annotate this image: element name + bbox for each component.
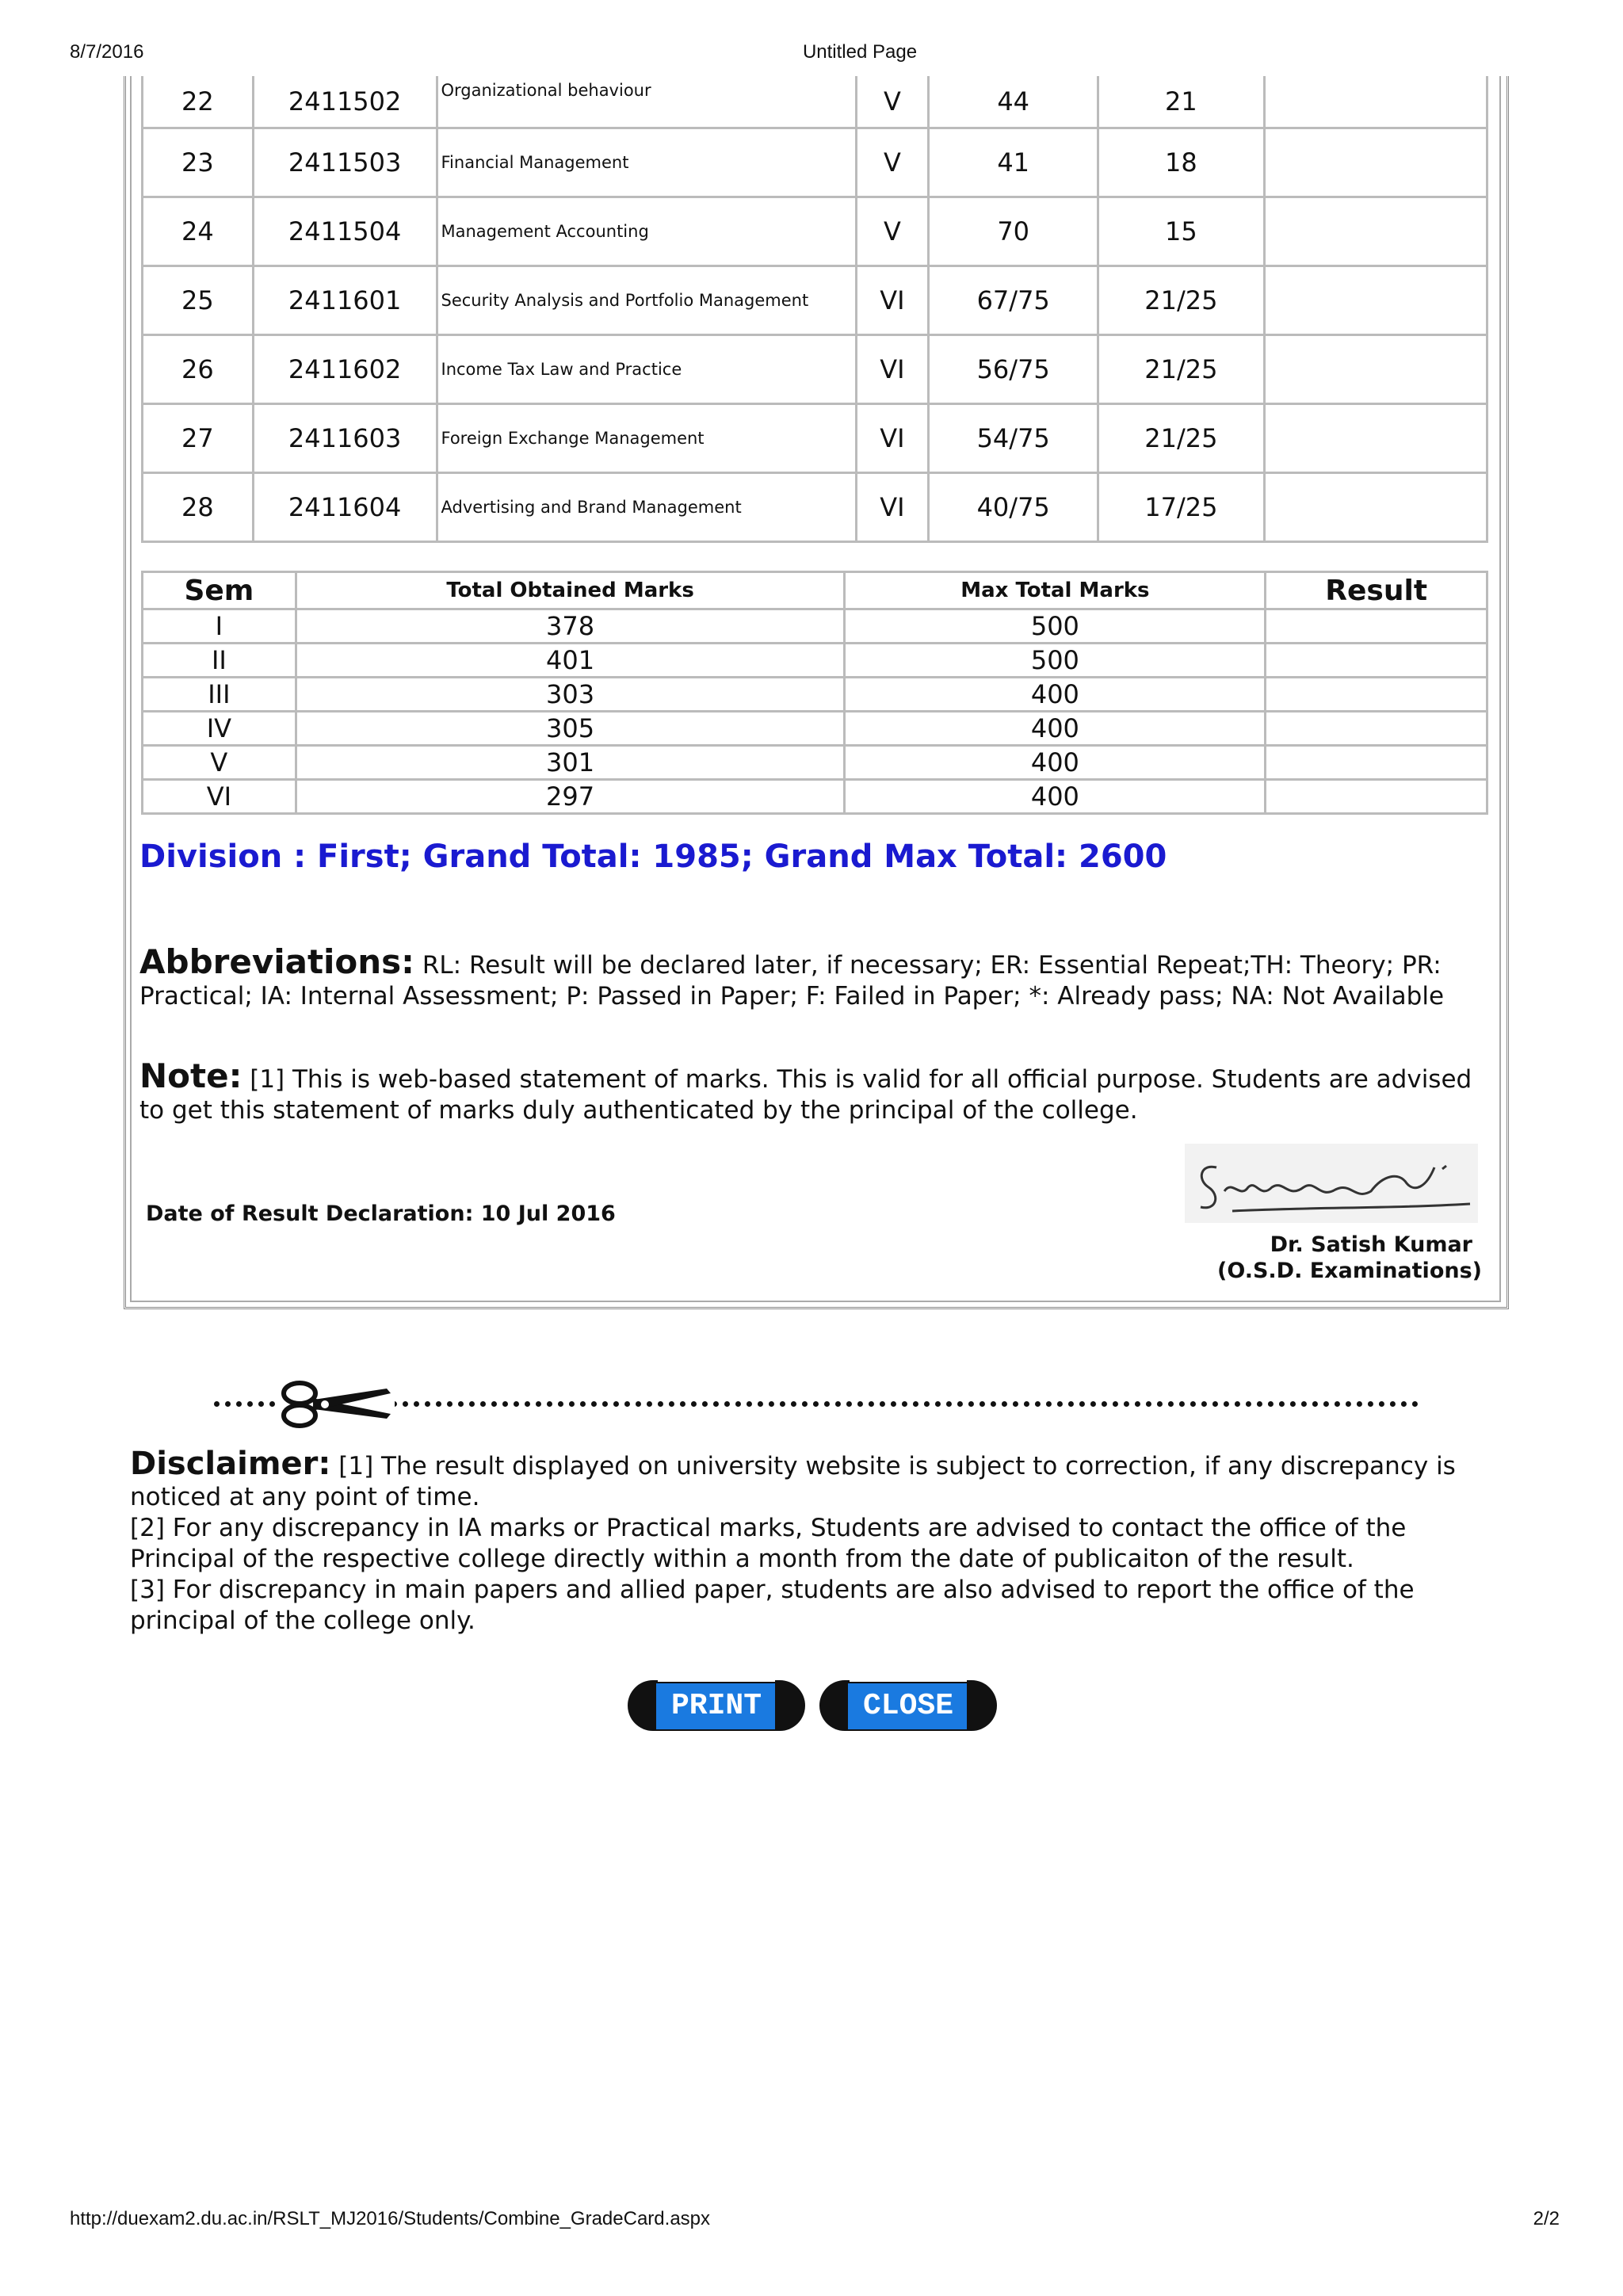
marks-cell: 67/75 [929,266,1098,335]
serial-cell: 27 [143,404,254,473]
semester-cell: III [143,678,296,712]
serial-cell: 25 [143,266,254,335]
abbreviations-label: Abbreviations: [139,942,414,981]
paper-code-cell: 2411504 [253,197,437,266]
semester-cell: IV [143,712,296,746]
cut-here-line [214,1401,1419,1413]
subject-marks-table [141,76,1488,543]
table-row [143,266,1487,335]
max-marks-cell: 400 [845,780,1266,814]
print-title: Untitled Page [802,41,918,63]
col-header-obtained: Total Obtained Marks [296,572,845,609]
obtained-marks-cell: 401 [296,644,845,678]
paper-name-cell: Income Tax Law and Practice [437,335,856,404]
division-summary: Division : First; Grand Total: 1985; Grand Max Total: 2600 [139,839,1167,875]
semester-cell: V [856,197,929,266]
semester-cell: V [856,76,929,128]
table-row [143,473,1487,542]
abbreviations-text: RL: Result will be declared later, if necessary; ER: Essential Repeat;TH: Theory; PR: Practical; IA: Internal Assessment; P: Passed in Paper; F: Failed in Paper; *: Already pass; NA: Not Available [139,951,1445,1010]
signatory-title: (O.S.D. Examinations) [1217,1259,1482,1283]
col-header-sem: Sem [143,572,296,609]
semester-cell: I [143,609,296,644]
table-row [143,128,1487,197]
paper-name-cell: Organizational behaviour [437,76,856,128]
serial-cell: 26 [143,335,254,404]
table-row [143,746,1487,780]
result-cell [1264,128,1487,197]
result-cell [1266,678,1487,712]
table-row [143,644,1487,678]
semester-cell: VI [143,780,296,814]
result-cell [1264,266,1487,335]
result-cell [1266,780,1487,814]
note-text: [1] This is web-based statement of marks. This is valid for all official purpose. Students are advised to get this statement of marks duly authenticated by the principal of the college. [139,1065,1472,1125]
abbreviations [139,942,1487,1012]
paper-name-cell: Foreign Exchange Management [437,404,856,473]
serial-cell: 22 [143,76,254,128]
disclaimer-line-2: [2] For any discrepancy in IA marks or Practical marks, Students are advised to contact the office of the Principal of the respective college directly within a month from the date of publicaiton of the result. [130,1514,1407,1573]
result-declaration-date: Date of Result Declaration: 10 Jul 2016 [146,1201,616,1226]
signature-image [1185,1144,1478,1223]
print-button[interactable] [628,1680,805,1731]
button-cap-left [628,1680,658,1731]
paper-name-cell: Management Accounting [437,197,856,266]
obtained-marks-cell: 297 [296,780,845,814]
marks-cell: 56/75 [929,335,1098,404]
table-row [143,404,1487,473]
result-cell [1264,404,1487,473]
table-row [143,335,1487,404]
button-cap-right [775,1680,805,1731]
disclaimer-line-1: [1] The result displayed on university website is subject to correction, if any discrepancy is noticed at any point of time. [130,1452,1456,1511]
table-row [143,780,1487,814]
marks-cell: 44 [929,76,1098,128]
obtained-marks-cell: 305 [296,712,845,746]
paper-code-cell: 2411604 [253,473,437,542]
max-marks-cell: 400 [845,712,1266,746]
result-cell [1264,473,1487,542]
paper-name-cell: Advertising and Brand Management [437,473,856,542]
paper-code-cell: 2411602 [253,335,437,404]
close-button-label: CLOSE [846,1682,970,1731]
semester-cell: V [856,128,929,197]
table-row [143,712,1487,746]
col-header-max: Max Total Marks [845,572,1266,609]
serial-cell: 28 [143,473,254,542]
paper-name-cell: Security Analysis and Portfolio Management [437,266,856,335]
note-label: Note: [139,1056,242,1095]
marks-cell: 40/75 [929,473,1098,542]
internal-marks-cell: 21 [1098,76,1265,128]
internal-marks-cell: 18 [1098,128,1265,197]
semester-cell: II [143,644,296,678]
table-row [143,76,1487,128]
semester-cell: V [143,746,296,780]
max-marks-cell: 500 [845,609,1266,644]
print-date: 8/7/2016 [70,41,144,63]
semester-cell: VI [856,404,929,473]
max-marks-cell: 400 [845,678,1266,712]
close-button[interactable] [819,1680,997,1731]
internal-marks-cell: 21/25 [1098,335,1265,404]
marks-cell: 41 [929,128,1098,197]
internal-marks-cell: 17/25 [1098,473,1265,542]
serial-cell: 23 [143,128,254,197]
print-button-label: PRINT [655,1682,778,1731]
signatory-name: Dr. Satish Kumar [1270,1232,1472,1257]
internal-marks-cell: 21/25 [1098,404,1265,473]
obtained-marks-cell: 378 [296,609,845,644]
table-row [143,609,1487,644]
paper-code-cell: 2411503 [253,128,437,197]
paper-code-cell: 2411603 [253,404,437,473]
semester-cell: VI [856,266,929,335]
table-row [143,678,1487,712]
semester-cell: VI [856,473,929,542]
result-cell [1264,76,1487,128]
paper-code-cell: 2411502 [253,76,437,128]
result-cell [1264,197,1487,266]
result-cell [1266,609,1487,644]
disclaimer-line-3: [3] For discrepancy in main papers and allied paper, students are also advised to report the office of the principal of the college only. [130,1576,1415,1635]
paper-code-cell: 2411601 [253,266,437,335]
serial-cell: 24 [143,197,254,266]
page-url: http://duexam2.du.ac.in/RSLT_MJ2016/Students/Combine_GradeCard.aspx [70,2208,711,2229]
semester-cell: VI [856,335,929,404]
table-row [143,197,1487,266]
marks-cell: 70 [929,197,1098,266]
col-header-result: Result [1266,572,1487,609]
note [139,1056,1487,1126]
disclaimer [130,1446,1509,1637]
result-cell [1266,746,1487,780]
button-cap-right [967,1680,997,1731]
scissors-icon [276,1376,395,1431]
max-marks-cell: 500 [845,644,1266,678]
result-cell [1266,712,1487,746]
marks-cell: 54/75 [929,404,1098,473]
semester-totals-table [141,571,1488,815]
obtained-marks-cell: 303 [296,678,845,712]
internal-marks-cell: 15 [1098,197,1265,266]
disclaimer-label: Disclaimer: [130,1446,331,1482]
max-marks-cell: 400 [845,746,1266,780]
button-cap-left [819,1680,850,1731]
obtained-marks-cell: 301 [296,746,845,780]
result-cell [1264,335,1487,404]
internal-marks-cell: 21/25 [1098,266,1265,335]
paper-name-cell: Financial Management [437,128,856,197]
result-cell [1266,644,1487,678]
page-number: 2/2 [1533,2208,1560,2229]
